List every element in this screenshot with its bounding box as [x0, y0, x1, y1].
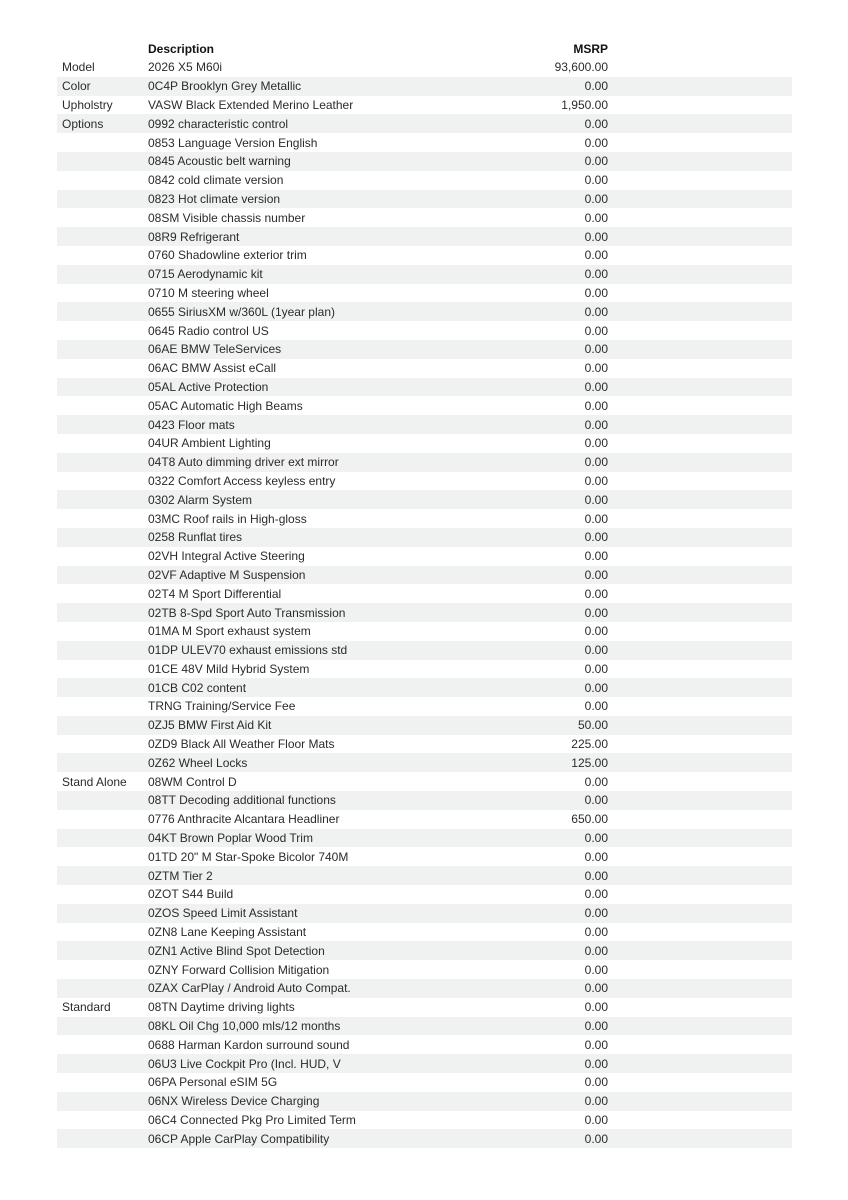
- description-cell: 0322 Comfort Access keyless entry: [148, 473, 336, 488]
- msrp-cell: 0.00: [584, 116, 608, 131]
- msrp-cell: 0.00: [584, 1037, 608, 1052]
- table-row: [57, 396, 792, 415]
- description-cell: 0Z62 Wheel Locks: [148, 755, 248, 770]
- description-cell: 02VH Integral Active Steering: [148, 549, 305, 564]
- table-row: [57, 566, 792, 585]
- table-row: [57, 904, 792, 923]
- table-row: [57, 829, 792, 848]
- msrp-cell: 0.00: [584, 511, 608, 526]
- msrp-cell: 0.00: [584, 436, 608, 451]
- table-row: [57, 434, 792, 453]
- msrp-cell: 0.00: [584, 887, 608, 902]
- description-cell: 01TD 20" M Star-Spoke Bicolor 740M: [148, 849, 349, 864]
- msrp-cell: 0.00: [584, 379, 608, 394]
- description-cell: 2026 X5 M60i: [148, 60, 223, 75]
- msrp-cell: 0.00: [584, 793, 608, 808]
- msrp-cell: 0.00: [584, 699, 608, 714]
- msrp-cell: 0.00: [584, 154, 608, 169]
- table-row: [57, 359, 792, 378]
- description-cell: 0776 Anthracite Alcantara Headliner: [148, 812, 340, 827]
- description-cell: 04T8 Auto dimming driver ext mirror: [148, 455, 339, 470]
- description-cell: 0258 Runflat tires: [148, 530, 243, 545]
- description-cell: 06U3 Live Cockpit Pro (Incl. HUD, V: [148, 1056, 341, 1071]
- header-description-cell: Description: [148, 41, 215, 56]
- description-cell: 0ZN8 Lane Keeping Assistant: [148, 925, 307, 940]
- msrp-cell: 0.00: [584, 417, 608, 432]
- msrp-cell: 0.00: [584, 549, 608, 564]
- table-row: [57, 509, 792, 528]
- table-row: [57, 584, 792, 603]
- msrp-cell: 0.00: [584, 605, 608, 620]
- table-row: [57, 547, 792, 566]
- table-row: [57, 208, 792, 227]
- table-row: [57, 114, 792, 133]
- msrp-cell: 0.00: [584, 868, 608, 883]
- msrp-cell: 0.00: [584, 492, 608, 507]
- msrp-cell: 0.00: [584, 567, 608, 582]
- description-cell: 08WM Control D: [148, 774, 237, 789]
- description-cell: 04UR Ambient Lighting: [148, 436, 271, 451]
- table-row: [57, 998, 792, 1017]
- table-row: [57, 171, 792, 190]
- table-row: [57, 58, 792, 77]
- msrp-cell: 0.00: [584, 943, 608, 958]
- msrp-cell: 0.00: [584, 1094, 608, 1109]
- table-row: [57, 472, 792, 491]
- msrp-cell: 0.00: [584, 1019, 608, 1034]
- msrp-cell: 0.00: [584, 398, 608, 413]
- description-cell: 0423 Floor mats: [148, 417, 235, 432]
- table-row: [57, 923, 792, 942]
- msrp-cell: 1,950.00: [561, 97, 608, 112]
- msrp-cell: 125.00: [571, 755, 608, 770]
- table-row: [57, 810, 792, 829]
- description-cell: 0853 Language Version English: [148, 135, 318, 150]
- description-cell: 02TB 8-Spd Sport Auto Transmission: [148, 605, 346, 620]
- description-cell: 08KL Oil Chg 10,000 mls/12 months: [148, 1019, 341, 1034]
- description-cell: 03MC Roof rails in High-gloss: [148, 511, 307, 526]
- table-row: [57, 735, 792, 754]
- table-row: [57, 340, 792, 359]
- table-row: [57, 1129, 792, 1148]
- description-cell: 0ZOS Speed Limit Assistant: [148, 906, 298, 921]
- description-cell: 06NX Wireless Device Charging: [148, 1094, 320, 1109]
- msrp-cell: 0.00: [584, 361, 608, 376]
- table-row: [57, 227, 792, 246]
- msrp-cell: 0.00: [584, 304, 608, 319]
- table-row: [57, 866, 792, 885]
- msrp-cell: 0.00: [584, 1113, 608, 1128]
- description-cell: 06C4 Connected Pkg Pro Limited Term: [148, 1113, 356, 1128]
- category-cell: Color: [62, 79, 91, 94]
- msrp-cell: 0.00: [584, 229, 608, 244]
- table-row: [57, 302, 792, 321]
- table-row: [57, 641, 792, 660]
- description-cell: 0302 Alarm System: [148, 492, 253, 507]
- msrp-cell: 0.00: [584, 530, 608, 545]
- category-cell: Options: [62, 116, 104, 131]
- table-row: [57, 133, 792, 152]
- msrp-cell: 0.00: [584, 210, 608, 225]
- table-row: [57, 1035, 792, 1054]
- msrp-cell: 0.00: [584, 1000, 608, 1015]
- msrp-cell: 0.00: [584, 586, 608, 601]
- description-cell: 05AL Active Protection: [148, 379, 269, 394]
- description-cell: 0C4P Brooklyn Grey Metallic: [148, 79, 302, 94]
- table-row: [57, 960, 792, 979]
- table-row: [57, 96, 792, 115]
- msrp-cell: 0.00: [584, 191, 608, 206]
- msrp-cell: 0.00: [584, 981, 608, 996]
- description-cell: 0760 Shadowline exterior trim: [148, 248, 307, 263]
- description-cell: 06CP Apple CarPlay Compatibility: [148, 1131, 330, 1146]
- table-row: [57, 1017, 792, 1036]
- table-row: [57, 678, 792, 697]
- msrp-cell: 0.00: [584, 849, 608, 864]
- description-cell: 0ZD9 Black All Weather Floor Mats: [148, 737, 335, 752]
- description-cell: 05AC Automatic High Beams: [148, 398, 303, 413]
- description-cell: 01CB C02 content: [148, 680, 247, 695]
- msrp-cell: 0.00: [584, 1056, 608, 1071]
- msrp-cell: 0.00: [584, 248, 608, 263]
- msrp-cell: 0.00: [584, 1131, 608, 1146]
- table-row: [57, 622, 792, 641]
- table-row: [57, 885, 792, 904]
- table-row: [57, 321, 792, 340]
- table-row: [57, 791, 792, 810]
- category-cell: Stand Alone: [62, 774, 127, 789]
- table-row: [57, 697, 792, 716]
- category-cell: Standard: [62, 1000, 111, 1015]
- msrp-cell: 93,600.00: [554, 60, 608, 75]
- msrp-cell: 0.00: [584, 173, 608, 188]
- table-row: [57, 847, 792, 866]
- msrp-cell: 0.00: [584, 135, 608, 150]
- description-cell: 06PA Personal eSIM 5G: [148, 1075, 278, 1090]
- msrp-cell: 650.00: [571, 812, 608, 827]
- msrp-cell: 0.00: [584, 455, 608, 470]
- description-cell: 08TT Decoding additional functions: [148, 793, 336, 808]
- description-cell: TRNG Training/Service Fee: [148, 699, 296, 714]
- table-row: [57, 1092, 792, 1111]
- table-row: [57, 603, 792, 622]
- table-row: [57, 1073, 792, 1092]
- table-row: [57, 1054, 792, 1073]
- header-msrp-cell: MSRP: [573, 41, 608, 56]
- description-cell: 0ZN1 Active Blind Spot Detection: [148, 943, 325, 958]
- description-cell: 04KT Brown Poplar Wood Trim: [148, 831, 313, 846]
- description-cell: 01DP ULEV70 exhaust emissions std: [148, 643, 348, 658]
- description-cell: 02VF Adaptive M Suspension: [148, 567, 306, 582]
- msrp-cell: 0.00: [584, 1075, 608, 1090]
- spec-table-body: [57, 58, 792, 1148]
- msrp-cell: 0.00: [584, 267, 608, 282]
- table-row: [57, 77, 792, 96]
- description-cell: 0645 Radio control US: [148, 323, 269, 338]
- description-cell: 02T4 M Sport Differential: [148, 586, 282, 601]
- table-row: [57, 284, 792, 303]
- msrp-cell: 0.00: [584, 473, 608, 488]
- description-cell: 0655 SiriusXM w/360L (1year plan): [148, 304, 335, 319]
- msrp-cell: 0.00: [584, 661, 608, 676]
- description-cell: 0992 characteristic control: [148, 116, 289, 131]
- description-cell: 0715 Aerodynamic kit: [148, 267, 263, 282]
- description-cell: 0823 Hot climate version: [148, 191, 281, 206]
- description-cell: 0710 M steering wheel: [148, 285, 269, 300]
- description-cell: 06AC BMW Assist eCall: [148, 361, 277, 376]
- description-cell: VASW Black Extended Merino Leather: [148, 97, 354, 112]
- msrp-cell: 0.00: [584, 79, 608, 94]
- table-row: [57, 378, 792, 397]
- table-row: [57, 246, 792, 265]
- category-cell: Model: [62, 60, 95, 75]
- msrp-cell: 50.00: [577, 718, 608, 733]
- table-row: [57, 1111, 792, 1130]
- description-cell: 0ZJ5 BMW First Aid Kit: [148, 718, 272, 733]
- table-row: [57, 753, 792, 772]
- table-row: [57, 190, 792, 209]
- category-cell: Upholstry: [62, 97, 113, 112]
- description-cell: 0845 Acoustic belt warning: [148, 154, 291, 169]
- description-cell: 0688 Harman Kardon surround sound: [148, 1037, 350, 1052]
- msrp-cell: 0.00: [584, 906, 608, 921]
- msrp-cell: 0.00: [584, 285, 608, 300]
- msrp-cell: 0.00: [584, 624, 608, 639]
- table-row: [57, 716, 792, 735]
- table-row: [57, 453, 792, 472]
- description-cell: 01CE 48V Mild Hybrid System: [148, 661, 310, 676]
- description-cell: 08TN Daytime driving lights: [148, 1000, 295, 1015]
- table-row: [57, 152, 792, 171]
- table-row: [57, 265, 792, 284]
- msrp-cell: 0.00: [584, 774, 608, 789]
- table-row: [57, 490, 792, 509]
- vehicle-spec-table: [57, 39, 792, 1148]
- table-row: [57, 941, 792, 960]
- msrp-cell: 0.00: [584, 962, 608, 977]
- table-row: [57, 979, 792, 998]
- description-cell: 01MA M Sport exhaust system: [148, 624, 311, 639]
- msrp-cell: 225.00: [571, 737, 608, 752]
- msrp-cell: 0.00: [584, 643, 608, 658]
- msrp-cell: 0.00: [584, 323, 608, 338]
- description-cell: 0842 cold climate version: [148, 173, 284, 188]
- msrp-cell: 0.00: [584, 342, 608, 357]
- description-cell: 0ZNY Forward Collision Mitigation: [148, 962, 330, 977]
- table-row: [57, 415, 792, 434]
- description-cell: 0ZAX CarPlay / Android Auto Compat.: [148, 981, 351, 996]
- table-header-row: [57, 39, 792, 58]
- msrp-cell: 0.00: [584, 831, 608, 846]
- description-cell: 08SM Visible chassis number: [148, 210, 306, 225]
- table-row: [57, 660, 792, 679]
- description-cell: 06AE BMW TeleServices: [148, 342, 282, 357]
- msrp-cell: 0.00: [584, 925, 608, 940]
- description-cell: 0ZOT S44 Build: [148, 887, 234, 902]
- description-cell: 0ZTM Tier 2: [148, 868, 213, 883]
- msrp-cell: 0.00: [584, 680, 608, 695]
- table-row: [57, 772, 792, 791]
- table-row: [57, 528, 792, 547]
- description-cell: 08R9 Refrigerant: [148, 229, 240, 244]
